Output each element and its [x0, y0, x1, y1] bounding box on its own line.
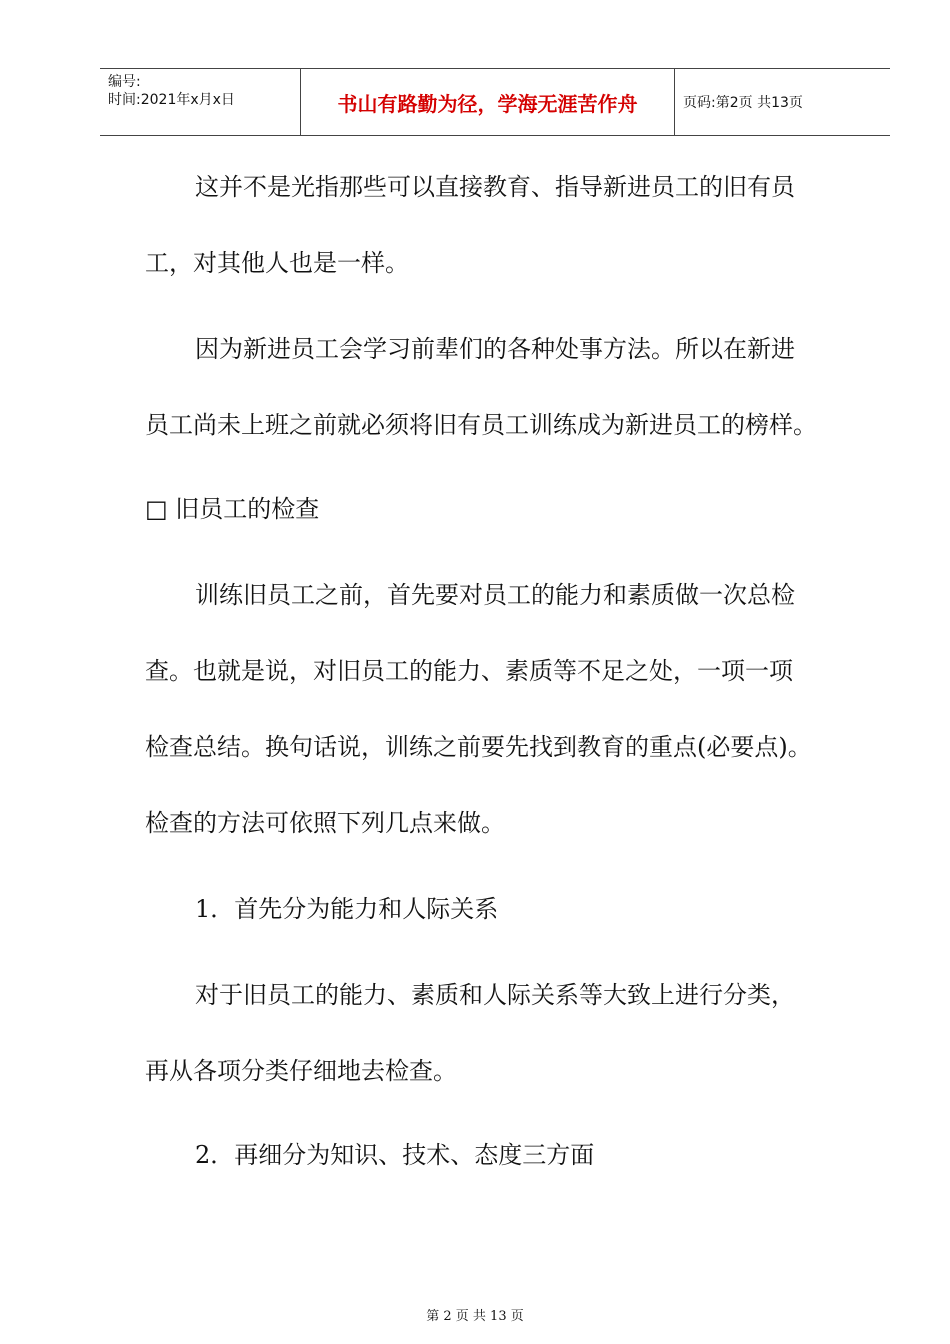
page-code: 页码:第2页 共13页: [683, 95, 803, 111]
list-item-heading: 1．首先分为能力和人际关系: [195, 895, 499, 923]
number-label: 编号:: [108, 74, 141, 90]
section-heading: □ 旧员工的检查: [145, 495, 320, 523]
paragraph-line: 因为新进员工会学习前辈们的各种处事方法。所以在新进: [195, 335, 795, 363]
paragraph-line: 再从各项分类仔细地去检查。: [145, 1057, 457, 1085]
paragraph-line: 训练旧员工之前，首先要对员工的能力和素质做一次总检: [195, 581, 795, 609]
paragraph-line: 查。也就是说，对旧员工的能力、素质等不足之处，一项一项: [145, 657, 793, 685]
paragraph-line: 工，对其他人也是一样。: [145, 249, 409, 277]
time-label: 时间:2021年x月x日: [108, 92, 235, 108]
paragraph-line: 员工尚未上班之前就必须将旧有员工训练成为新进员工的榜样。: [145, 411, 817, 439]
paragraph-line: 这并不是光指那些可以直接教育、指导新进员工的旧有员: [195, 173, 795, 201]
document-header: [100, 68, 890, 136]
paragraph-line: 对于旧员工的能力、素质和人际关系等大致上进行分类，: [195, 981, 795, 1009]
header-meta-cell: [100, 69, 301, 135]
header-motto-cell: [301, 69, 675, 135]
footer-page-number: 第 2 页 共 13 页: [426, 1309, 524, 1324]
list-item-heading: 2．再细分为知识、技术、态度三方面: [195, 1141, 595, 1169]
page-footer: [0, 1305, 950, 1324]
paragraph-line: 检查的方法可依照下列几点来做。: [145, 809, 505, 837]
header-page-cell: [675, 69, 890, 135]
paragraph-line: 检查总结。换句话说，训练之前要先找到教育的重点(必要点)。: [145, 733, 812, 761]
motto-text: 书山有路勤为径，学海无涯苦作舟: [337, 91, 638, 116]
